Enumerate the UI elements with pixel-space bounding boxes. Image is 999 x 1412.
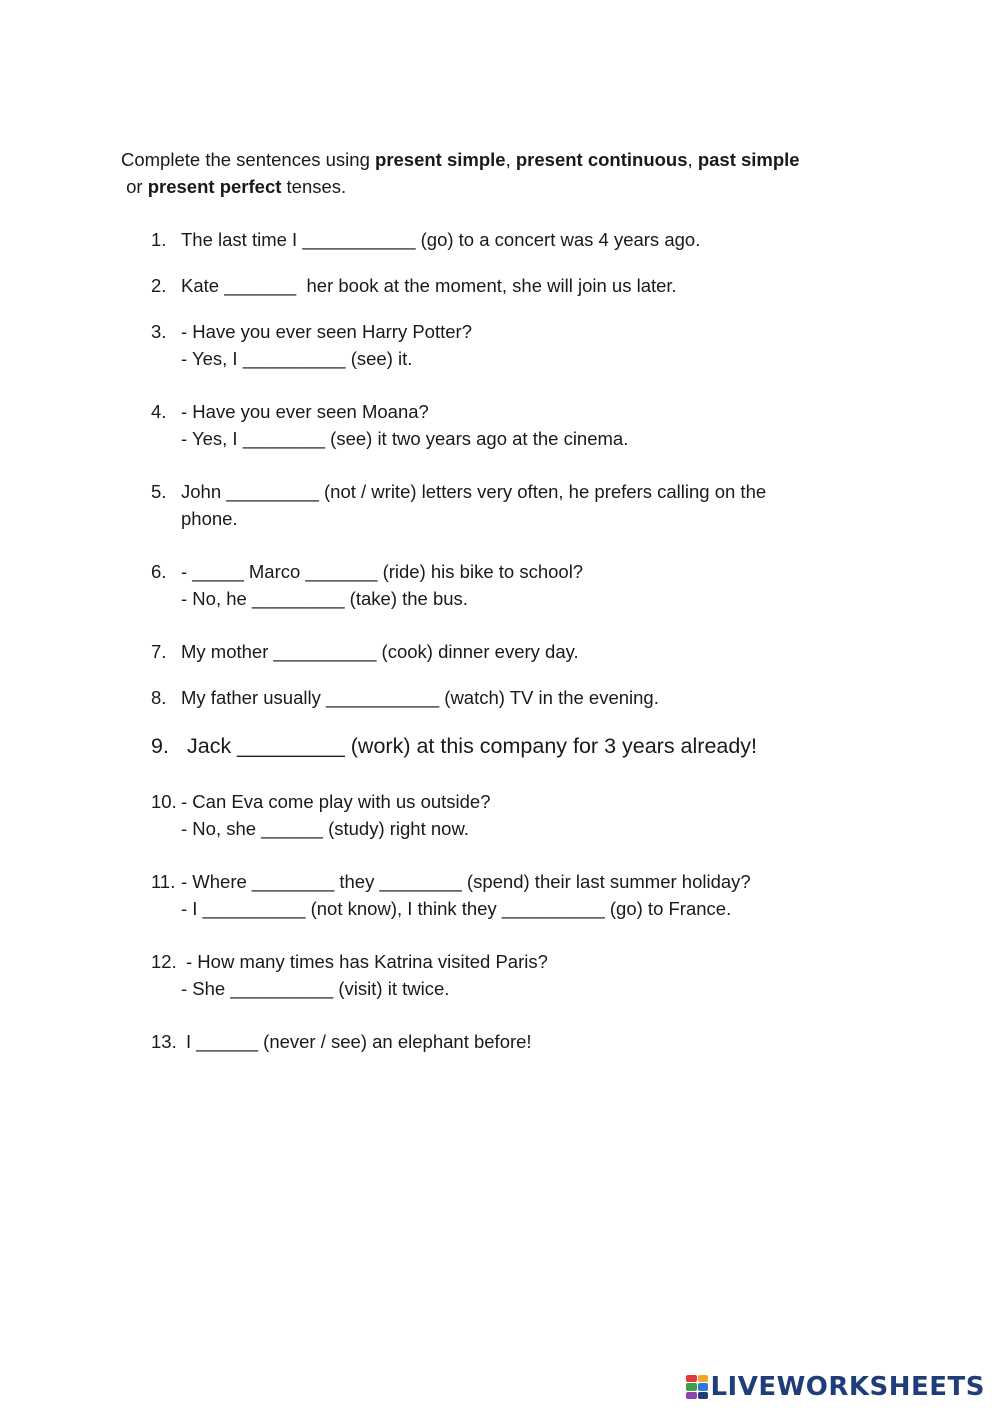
tense-past-simple: past simple [697, 149, 800, 170]
logo-mark-icon [686, 1375, 708, 1399]
logo-text: LIVEWORKSHEETS [710, 1372, 985, 1402]
question-number: 8. [151, 687, 167, 708]
question-line: - I __________ (not know), I think they __________ (go) to France. [181, 898, 732, 919]
logo-block [686, 1392, 697, 1399]
instructions-sep-2: , [687, 149, 698, 170]
instructions-text-1: Complete the sentences using [121, 149, 376, 170]
question-number: 12. [151, 951, 177, 972]
question-line: Jack _________ (work) at this company for 3 years already! [187, 734, 758, 758]
question-number: 11. [151, 871, 176, 892]
tense-present-simple: present simple [375, 149, 506, 170]
question-number: 13. [151, 1031, 177, 1052]
question-number: 6. [151, 561, 167, 582]
question-line: My father usually ___________ (watch) TV in the evening. [181, 687, 659, 708]
instructions-sep-1: , [505, 149, 516, 170]
question-line: - No, she ______ (study) right now. [181, 818, 469, 839]
liveworksheets-logo [686, 1372, 985, 1402]
question-number: 5. [151, 481, 167, 502]
question-line: - _____ Marco _______ (ride) his bike to school? [181, 561, 584, 582]
question-number: 9. [151, 734, 169, 758]
question-number: 2. [151, 275, 167, 296]
question-line: - How many times has Katrina visited Paris? [186, 951, 548, 972]
question-line: The last time I ___________ (go) to a concert was 4 years ago. [181, 229, 701, 250]
question-number: 4. [151, 401, 167, 422]
question-line: - Have you ever seen Harry Potter? [181, 321, 472, 342]
question-number: 1. [151, 229, 167, 250]
question-line: phone. [181, 508, 238, 529]
instructions [121, 146, 881, 200]
question-number: 10. [151, 791, 177, 812]
question-line: - She __________ (visit) it twice. [181, 978, 450, 999]
question-line: - Yes, I __________ (see) it. [181, 348, 413, 369]
question-number: 3. [151, 321, 167, 342]
logo-block [686, 1383, 697, 1390]
question-line: - Where ________ they ________ (spend) their last summer holiday? [181, 871, 751, 892]
instructions-text-end: tenses. [281, 176, 347, 197]
question-line: Kate _______ her book at the moment, she will join us later. [181, 275, 677, 296]
logo-block [686, 1375, 697, 1382]
logo-block [698, 1392, 709, 1399]
instructions-sep-3: or [121, 176, 148, 197]
question-line: - Yes, I ________ (see) it two years ago at the cinema. [181, 428, 629, 449]
question-line: I ______ (never / see) an elephant before! [186, 1031, 532, 1052]
question-number: 7. [151, 641, 167, 662]
tense-present-continuous: present continuous [515, 149, 688, 170]
question-line: My mother __________ (cook) dinner every day. [181, 641, 579, 662]
question-line: - Can Eva come play with us outside? [181, 791, 491, 812]
question-line: - Have you ever seen Moana? [181, 401, 429, 422]
logo-block [698, 1383, 709, 1390]
question-line: - No, he _________ (take) the bus. [181, 588, 468, 609]
tense-present-perfect: present perfect [147, 176, 282, 197]
logo-block [698, 1375, 709, 1382]
question-line: John _________ (not / write) letters very often, he prefers calling on the [181, 481, 767, 502]
